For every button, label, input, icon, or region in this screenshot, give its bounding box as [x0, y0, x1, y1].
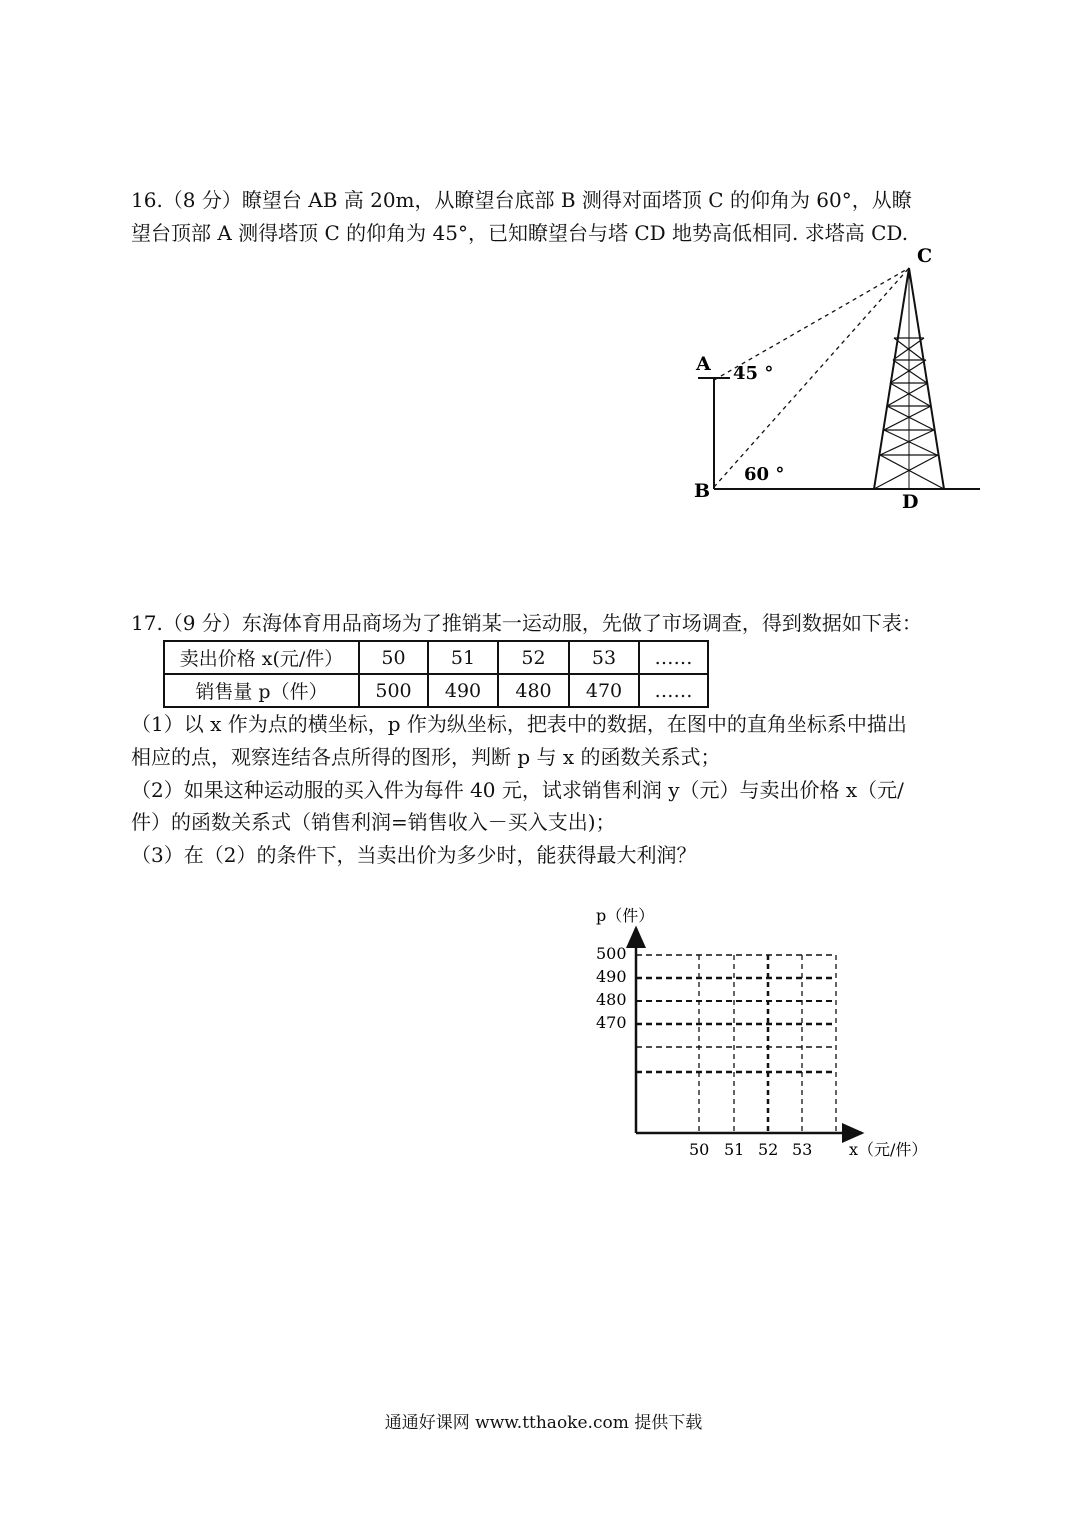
table-cell: ……	[639, 674, 708, 707]
table-cell: 52	[498, 641, 569, 674]
table-cell: 480	[498, 674, 569, 707]
q17-part1-line1: （1）以 x 作为点的横坐标，p 作为纵坐标，把表中的数据，在图中的直角坐标系中描出	[131, 712, 907, 736]
x-tick-label: 52	[758, 1140, 779, 1159]
x-tick-label: 50	[689, 1140, 710, 1159]
y-tick-label: 500	[596, 944, 627, 963]
y-tick-label: 480	[596, 990, 627, 1009]
label-d: D	[902, 491, 919, 513]
label-c: C	[917, 245, 933, 267]
table-cell: 53	[569, 641, 639, 674]
table-cell: 500	[359, 674, 428, 707]
y-tick-label: 490	[596, 967, 627, 986]
page-footer: 通通好课网 www.tthaoke.com 提供下载	[384, 1413, 703, 1433]
table-cell: ……	[639, 641, 708, 674]
table-cell: 470	[569, 674, 639, 707]
table-cell: 490	[428, 674, 498, 707]
x-tick-label: 51	[724, 1140, 745, 1159]
y-axis-label: p（件）	[596, 906, 655, 925]
q17-intro: 17.（9 分）东海体育用品商场为了推销某一运动服，先做了市场调查，得到数据如下表：	[131, 611, 922, 635]
x-axis-label: x（元/件）	[849, 1140, 928, 1159]
angle-b-label: 60 °	[744, 464, 785, 485]
row-header-quantity: 销售量 p（件）	[164, 674, 359, 707]
q16-line2: 望台顶部 A 测得塔顶 C 的仰角为 45°，已知瞭望台与塔 CD 地势高低相同. 求塔高 CD.	[131, 221, 909, 245]
q17-part2-line1: （2）如果这种运动服的买入件为每件 40 元，试求销售利润 y（元）与卖出价格 x（元/	[131, 778, 904, 802]
label-a: A	[696, 353, 711, 375]
table-cell: 50	[359, 641, 428, 674]
row-header-price: 卖出价格 x(元/件）	[164, 641, 359, 674]
label-b: B	[694, 480, 711, 502]
table-cell: 51	[428, 641, 498, 674]
q17-part2-line2: 件）的函数关系式（销售利润=销售收入－买入支出)；	[131, 810, 616, 834]
q17-part3: （3）在（2）的条件下，当卖出价为多少时，能获得最大利润？	[131, 843, 697, 867]
q17-part1-line2: 相应的点，观察连结各点所得的图形，判断 p 与 x 的函数关系式；	[131, 745, 721, 769]
x-tick-label: 53	[792, 1140, 813, 1159]
angle-a-label: 45 °	[733, 363, 774, 384]
y-tick-label: 470	[596, 1013, 627, 1032]
q16-line1: 16.（8 分）瞭望台 AB 高 20m，从瞭望台底部 B 测得对面塔顶 C 的仰角为 60°，从瞭	[131, 188, 912, 212]
